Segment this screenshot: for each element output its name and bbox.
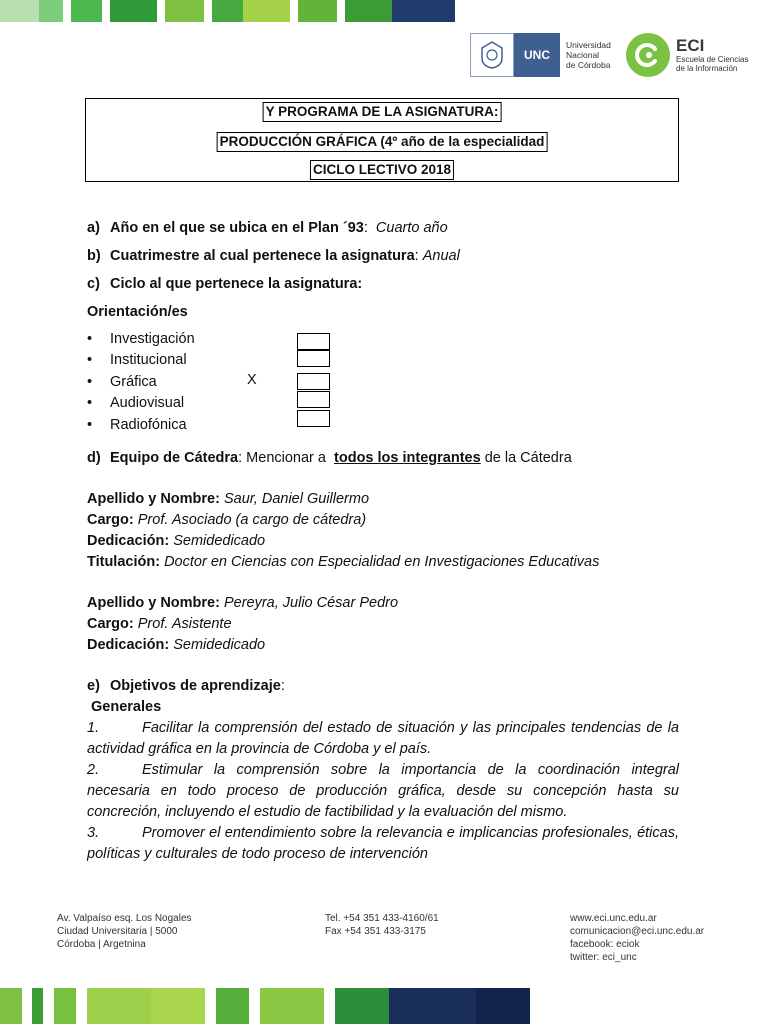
stripe: [249, 988, 260, 1024]
list-item: • Gráfica: [87, 374, 157, 390]
footer-address: Av. Valpaíso esq. Los Nogales Ciudad Universitaria | 5000 Córdoba | Argetnina: [57, 913, 192, 950]
stripe: [151, 988, 205, 1024]
stripe: [87, 988, 152, 1024]
eci-title: ECI: [676, 36, 705, 55]
stripe: [298, 0, 337, 22]
stripe: [43, 988, 54, 1024]
item-e: e) Objetivos de aprendizaje:: [87, 678, 285, 694]
unc-logo: [470, 33, 611, 77]
objective-2: 2. Estimular la comprensión sobre la importancia de la coordinación integral necesaria en todo proceso de producción gráfica, desde su concepción hasta su concreción, incluyendo el estudio de factibilidad y la evaluación del mismo.: [87, 762, 679, 820]
objective-1: 1. Facilitar la comprensión del estado de situación y las principales tendencias de la actividad gráfica en la provincia de Córdoba y el país.: [87, 720, 679, 757]
selected-mark: X: [247, 372, 257, 388]
list-item: • Investigación: [87, 331, 195, 347]
item-a: a) Año en el que se ubica en el Plan ´93: Cuarto año: [87, 220, 448, 236]
stripe: [110, 0, 157, 22]
stripe: [76, 988, 87, 1024]
stripe: [204, 0, 212, 22]
unc-label: UNC: [514, 33, 560, 77]
stripe: [54, 988, 76, 1024]
stripe: [260, 988, 325, 1024]
eci-subtitle: Escuela de Ciencias de la Información: [676, 55, 749, 73]
stripe: [0, 988, 22, 1024]
checkbox-investigacion: [297, 333, 330, 350]
stripe: [392, 0, 455, 22]
stripe: [243, 0, 290, 22]
title-line-3: CICLO LECTIVO 2018: [310, 160, 454, 180]
checkbox-radiofonica: [297, 410, 330, 427]
top-stripe-band: [0, 0, 455, 22]
checkbox-audiovisual: [297, 391, 330, 408]
checkbox-institucional: [297, 350, 330, 367]
objectives-generales: Generales: [91, 699, 162, 715]
title-line-2: PRODUCCIÓN GRÁFICA (4º año de la especialidad: [217, 132, 548, 152]
stripe: [0, 0, 39, 22]
document-body: [87, 218, 679, 865]
item-b-value: Anual: [422, 248, 460, 264]
eci-logo: [626, 33, 748, 77]
footer-web: www.eci.unc.edu.ar comunicacion@eci.unc.edu.ar facebook: eciok twitter: eci_unc: [570, 913, 705, 963]
objective-3: 3. Promover el entendimiento sobre la relevancia e implicancias profesionales, éticas, políticas y culturales de todo proceso de intervención: [87, 825, 679, 862]
unc-name: Universidad Nacional de Córdoba: [566, 40, 611, 70]
stripe: [39, 0, 63, 22]
eci-logo-icon: [626, 33, 670, 77]
stripe: [324, 988, 335, 1024]
item-b: b) Cuatrimestre al cual pertenece la asignatura: Anual: [87, 248, 460, 264]
stripe: [345, 0, 392, 22]
footer-phone: Tel. +54 351 433-4160/61 Fax +54 351 433-3175: [325, 913, 439, 937]
stripe: [476, 988, 530, 1024]
stripe: [337, 0, 345, 22]
item-d: d) Equipo de Cátedra: Mencionar a todos los integrantes de la Cátedra: [87, 450, 572, 466]
stripe: [157, 0, 165, 22]
stripe: [389, 988, 476, 1024]
title-line-1: Y PROGRAMA DE LA ASIGNATURA:: [263, 102, 502, 122]
stripe: [63, 0, 71, 22]
stripe: [335, 988, 389, 1024]
stripe: [165, 0, 204, 22]
stripe: [212, 0, 243, 22]
unc-seal-icon: [470, 33, 514, 77]
stripe: [216, 988, 248, 1024]
list-item: • Audiovisual: [87, 395, 185, 411]
stripe: [22, 988, 33, 1024]
bottom-stripe-band: [0, 988, 530, 1024]
item-a-value: Cuarto año: [375, 220, 448, 236]
list-item: • Institucional: [87, 352, 187, 368]
orientation-list: [87, 329, 679, 433]
list-item: • Radiofónica: [87, 417, 187, 433]
item-c: c) Ciclo al que pertenece la asignatura:: [87, 276, 363, 292]
checkbox-grafica: [297, 373, 330, 390]
orientation-title: Orientación/es: [87, 304, 188, 320]
team-member-2: Apellido y Nombre: Pereyra, Julio César Pedro Cargo: Prof. Asistente Dedicación: Semidedicado: [87, 595, 399, 653]
document-title-box: [85, 98, 679, 182]
stripe: [71, 0, 102, 22]
stripe: [102, 0, 110, 22]
stripe: [290, 0, 298, 22]
stripe: [32, 988, 43, 1024]
team-member-1: Apellido y Nombre: Saur, Daniel Guillermo Cargo: Prof. Asociado (a cargo de cátedra) Dedicación: Semidedicado Titulación: Doctor en Ciencias con Especialidad en Investigaciones Educativas: [87, 491, 600, 570]
stripe: [205, 988, 216, 1024]
